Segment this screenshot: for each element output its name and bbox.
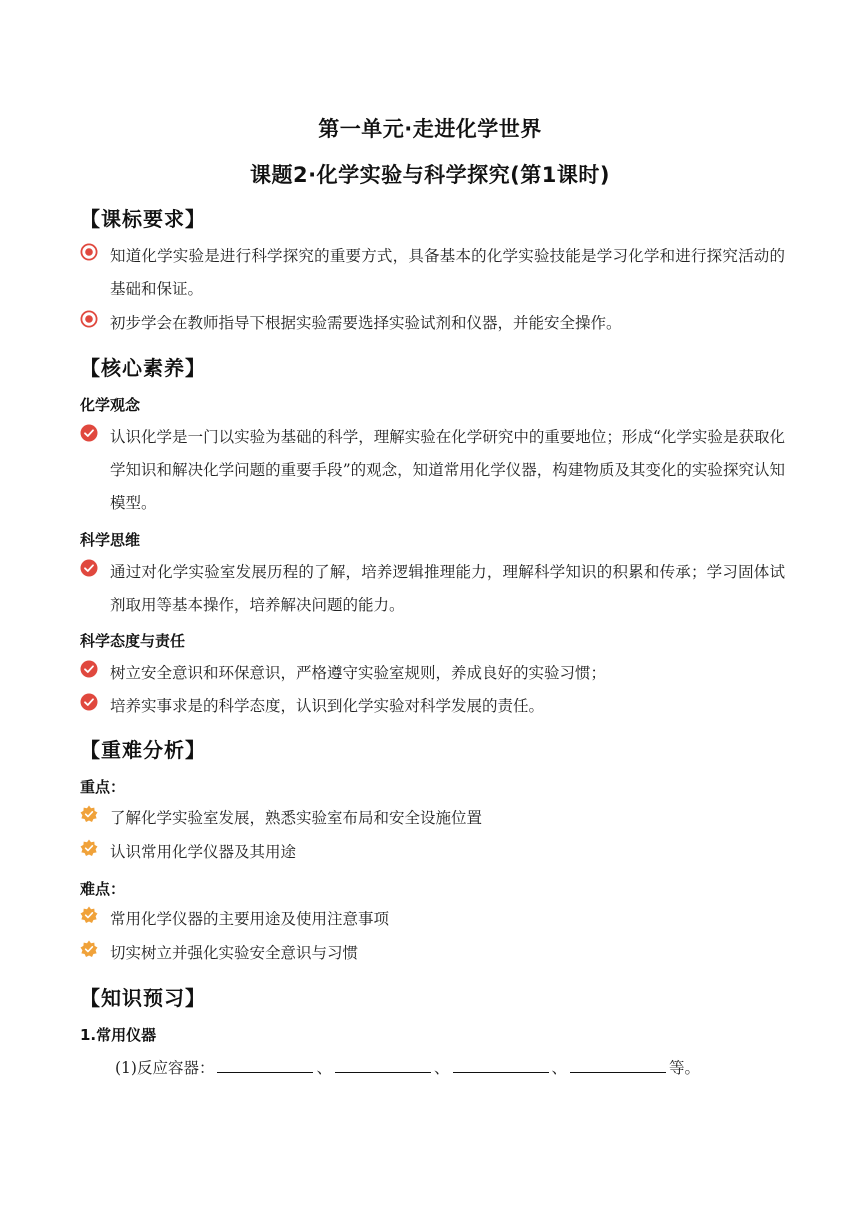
section-heading-standards: 【课标要求】 bbox=[80, 207, 206, 231]
subheading-difficult: 难点： bbox=[80, 880, 126, 898]
line-suffix: 等。 bbox=[669, 1059, 701, 1077]
separator: 、 bbox=[433, 1059, 450, 1077]
list-item bbox=[80, 240, 785, 306]
checkmark-icon bbox=[80, 660, 98, 678]
badge-check-icon bbox=[80, 906, 98, 924]
radio-target-icon bbox=[80, 310, 98, 328]
fill-in-line bbox=[115, 1053, 700, 1083]
answer-blank[interactable] bbox=[453, 1056, 549, 1073]
list-item bbox=[80, 690, 785, 723]
list-item bbox=[80, 937, 785, 970]
subheading-thinking: 科学思维 bbox=[80, 531, 141, 549]
list-item-text: 切实树立并强化实验安全意识与习惯 bbox=[110, 944, 359, 962]
list-item bbox=[80, 307, 785, 340]
answer-blank[interactable] bbox=[217, 1056, 313, 1073]
list-item bbox=[80, 903, 785, 936]
list-item-text: 了解化学实验室发展，熟悉实验室布局和安全设施位置 bbox=[110, 809, 483, 827]
list-item bbox=[80, 836, 785, 869]
list-item bbox=[80, 556, 785, 622]
subheading-common-instruments: 1.常用仪器 bbox=[80, 1026, 157, 1044]
checkmark-icon bbox=[80, 693, 98, 711]
section-heading-preview: 【知识预习】 bbox=[80, 986, 206, 1010]
subheading-concept: 化学观念 bbox=[80, 396, 141, 414]
badge-check-icon bbox=[80, 940, 98, 958]
answer-blank[interactable] bbox=[335, 1056, 431, 1073]
list-item-text: 认识化学是一门以实验为基础的科学，理解实验在化学研究中的重要地位；形成“化学实验是获取化学知识和解决化学问题的重要手段”的观念，知道常用化学仪器，构建物质及其变化的实验探究认知模型。 bbox=[110, 428, 785, 512]
list-item-text: 通过对化学实验室发展历程的了解，培养逻辑推理能力，理解科学知识的积累和传承；学习固体试剂取用等基本操作，培养解决问题的能力。 bbox=[110, 563, 785, 614]
checkmark-icon bbox=[80, 559, 98, 577]
separator: 、 bbox=[316, 1059, 332, 1077]
badge-check-icon bbox=[80, 805, 98, 823]
subheading-important: 重点： bbox=[80, 778, 126, 796]
list-item-text: 知道化学实验是进行科学探究的重要方式，具备基本的化学实验技能是学习化学和进行探究活动的基础和保证。 bbox=[110, 247, 785, 298]
section-heading-key-points: 【重难分析】 bbox=[80, 738, 206, 762]
list-item-text: 树立安全意识和环保意识，严格遵守实验室规则，养成良好的实验习惯； bbox=[110, 664, 607, 682]
line-prefix: (1)反应容器： bbox=[115, 1059, 215, 1077]
checkmark-icon bbox=[80, 424, 98, 442]
list-item bbox=[80, 421, 785, 520]
badge-check-icon bbox=[80, 839, 98, 857]
list-item-text: 初步学会在教师指导下根据实验需要选择实验试剂和仪器，并能安全操作。 bbox=[110, 314, 622, 332]
section-heading-literacy: 【核心素养】 bbox=[80, 356, 206, 380]
answer-blank[interactable] bbox=[570, 1056, 666, 1073]
separator: 、 bbox=[551, 1059, 568, 1077]
list-item-text: 认识常用化学仪器及其用途 bbox=[110, 843, 297, 861]
radio-target-icon bbox=[80, 243, 98, 261]
list-item-text: 培养实事求是的科学态度，认识到化学实验对科学发展的责任。 bbox=[110, 697, 545, 715]
lesson-title: 课题2·化学实验与科学探究(第1课时) bbox=[250, 163, 610, 187]
list-item bbox=[80, 657, 785, 690]
subheading-attitude: 科学态度与责任 bbox=[80, 632, 186, 650]
unit-title: 第一单元·走进化学世界 bbox=[318, 117, 542, 141]
list-item bbox=[80, 802, 785, 835]
list-item-text: 常用化学仪器的主要用途及使用注意事项 bbox=[110, 910, 390, 928]
